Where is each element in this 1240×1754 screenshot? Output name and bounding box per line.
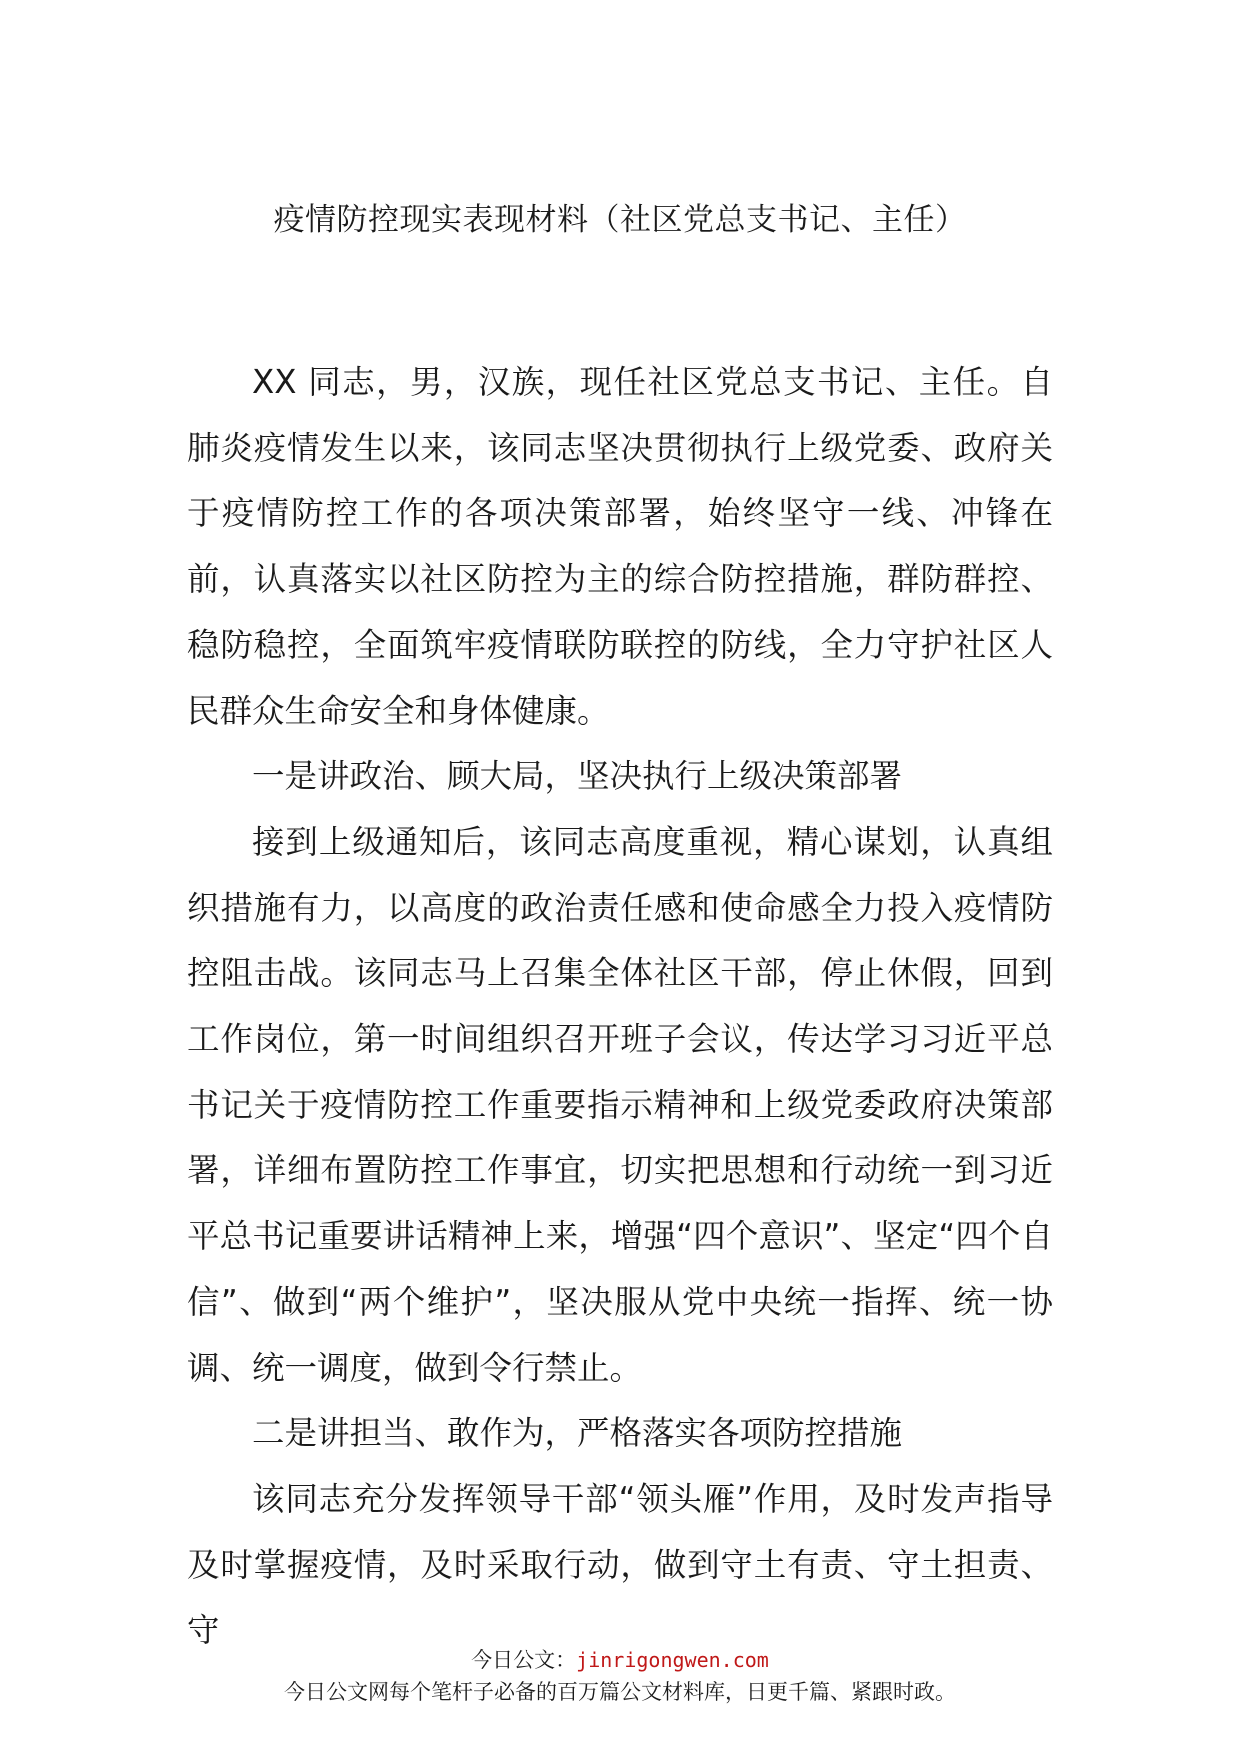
footer-slogan: 今日公文网每个笔杆子必备的百万篇公文材料库，日更千篇、紧跟时政。 — [284, 1680, 956, 1704]
section-heading-1: 一是讲政治、顾大局，坚决执行上级决策部署 — [252, 757, 903, 796]
paragraph-section-1: 接到上级通知后，该同志高度重视，精心谋划，认真组织措施有力，以高度的政治责任感和使命感全力投入疫情防控阻击战。该同志马上召集全体社区干部，停止休假，回到工作岗位，第一时间组织召开班子会议，传达学习习近平总书记关于疫情防控工作重要指示精神和上级党委政府决策部署，详细布置防控工作事宜，切实把思想和行动统一到习近平总书记重要讲话精神上来，增强“四个意识”、坚定“四个自信”、做到“两个维护”，坚决服从党中央统一指挥、统一协调、统一调度，做到令行禁止。 — [187, 822, 1053, 1387]
document-title: 疫情防控现实表现材料（社区党总支书记、主任） — [273, 202, 967, 238]
footer-site-label: 今日公文： — [471, 1648, 577, 1672]
section-heading-2: 二是讲担当、敢作为，严格落实各项防控措施 — [252, 1414, 903, 1453]
page-footer — [0, 1644, 1240, 1708]
paragraph-intro: XX 同志，男，汉族，现任社区党总支书记、主任。自肺炎疫情发生以来，该同志坚决贯彻执行上级党委、政府关于疫情防控工作的各项决策部署，始终坚守一线、冲锋在前，认真落实以社区防控为主的综合防控措施，群防群控、稳防稳控，全面筑牢疫情联防联控的防线，全力守护社区人民群众生命安全和身体健康。 — [187, 363, 1053, 730]
paragraph-section-2: 该同志充分发挥领导干部“领头雁”作用，及时发声指导及时掌握疫情，及时采取行动，做到守土有责、守土担责、守 — [187, 1479, 1053, 1650]
footer-site-link[interactable]: jinrigongwen.com — [576, 1648, 769, 1672]
document-body — [187, 350, 1053, 1664]
footer-site-line — [0, 1644, 1240, 1676]
